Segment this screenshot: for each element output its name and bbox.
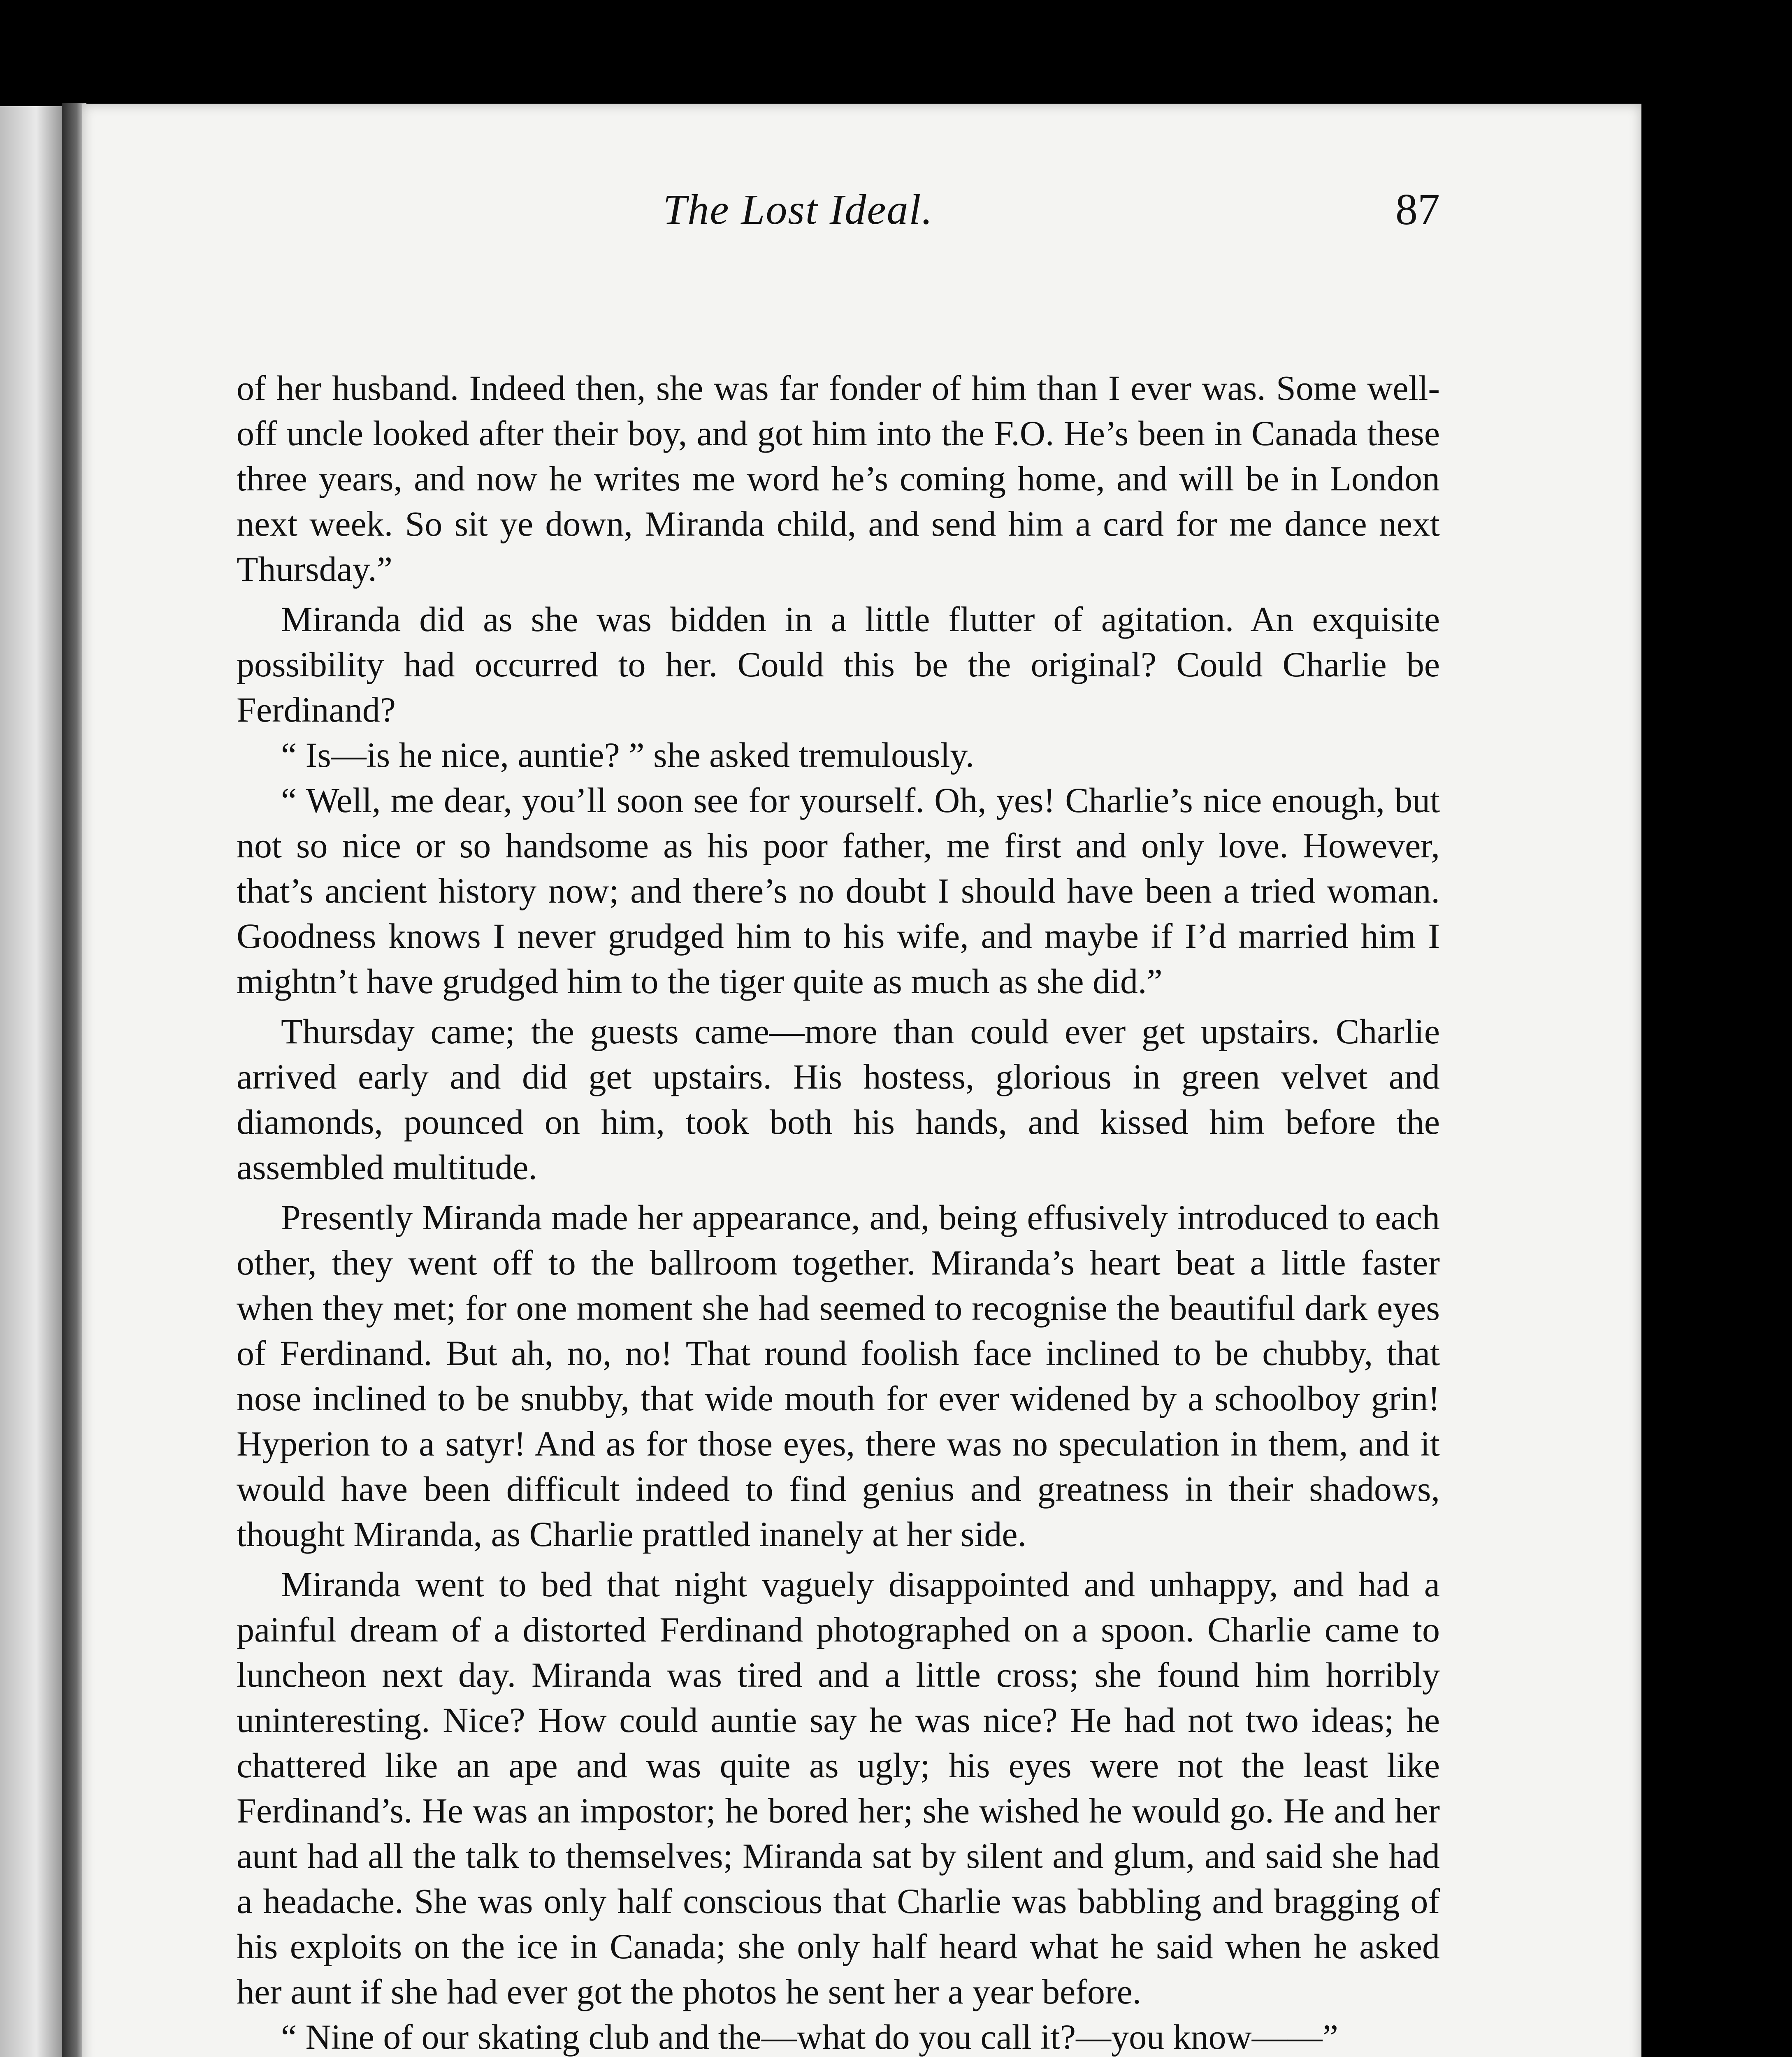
page-number: 87 — [1395, 185, 1440, 234]
paragraph: Thursday came; the guests came—more than could ever get upstairs. Charlie arrived early and did get upstairs. His hostess, glorious in green velvet and diamonds, pounced on him, took both his hands, and kissed him before the assembled multitude. — [237, 1012, 1440, 1187]
paragraph: Miranda did as she was bidden in a little flutter of agitation. An exquisite possibility had occurred to her. Could this be the original? Could Charlie be Ferdinand? — [237, 599, 1440, 729]
paragraph: Miranda went to bed that night vaguely disappointed and unhappy, and had a painful dream of a distorted Ferdinand photographed on a spoon. Charlie came to luncheon next day. Miranda was tired and a little cross; she found him horribly uninteresting. Nice? How could auntie say he was nice? He had not two ideas; he chattered like an ape and was quite as ugly; his eyes were not the least like Ferdinand’s. He was an impostor; he bored her; she wished he would go. He and her aunt had all the talk to themselves; Miranda sat by silent and glum, and said she had a headache. She was only half conscious that Charlie was babbling and bragging of his exploits on the ice in Canada; she only half heard what he said when he asked her aunt if she had ever got the photos he sent her a year before. — [237, 1565, 1440, 2011]
body-text — [237, 365, 1440, 2057]
paragraph: of her husband. Indeed then, she was far fonder of him than I ever was. Some well-off uncle looked after their boy, and got him into the F.O. He’s been in Canada these three years, and now he writes me word he’s coming home, and will be in London next week. So sit ye down, Miranda child, and send him a card for me dance next Thursday.” — [237, 368, 1440, 589]
paragraph: “ Is—is he nice, auntie? ” she asked tremulously. — [281, 735, 975, 775]
paragraph: Presently Miranda made her appearance, and, being effusively introduced to each other, they went off to the ballroom together. Miranda’s heart beat a little faster when they met; for one moment she had seemed to recognise the beautiful dark eyes of Ferdinand. But ah, no, no! That round foolish face inclined to be chubby, that nose inclined to be snubby, that wide mouth for ever widened by a schoolboy grin! Hyperion to a satyr! And as for those eyes, there was no speculation in them, and it would have been difficult indeed to find genius and greatness in their shadows, thought Miranda, as Charlie prattled inanely at her side. — [237, 1198, 1440, 1554]
running-title: The Lost Ideal. — [663, 186, 933, 233]
paragraph: “ Well, me dear, you’ll soon see for yourself. Oh, yes! Charlie’s nice enough, but not so nice or so handsome as his poor father, me first and only love. However, that’s ancient history now; and there’s no doubt I should have been a tried woman. Goodness knows I never grudged him to his wife, and maybe if I’d married him I mightn’t have grudged him to the tiger quite as much as she did.” — [237, 780, 1440, 1001]
paragraph: “ Nine of our skating club and the—what do you call it?—you know——” — [281, 2017, 1338, 2057]
previous-page-edge — [0, 106, 66, 2057]
running-head — [156, 173, 1440, 247]
